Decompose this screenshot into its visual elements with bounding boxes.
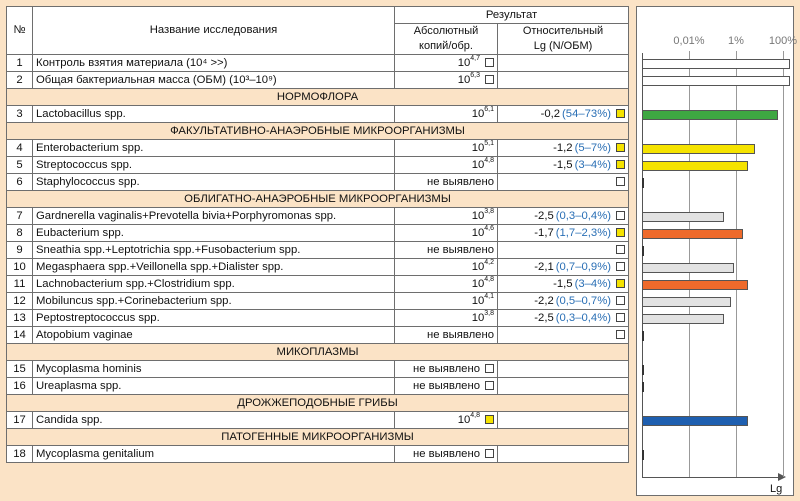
abs-base: 10 (457, 73, 471, 86)
chart-bar (642, 144, 755, 154)
absolute-value (395, 276, 498, 293)
status-checkbox (616, 143, 625, 152)
chart-tick-label: 0,01% (673, 35, 705, 47)
status-checkbox (616, 211, 625, 220)
table-row (7, 174, 629, 191)
table-row (7, 242, 629, 259)
table-row (7, 140, 629, 157)
status-checkbox (616, 245, 625, 254)
relative-lg: -2,5 (534, 311, 554, 324)
not-detected-text: не выявлено (426, 243, 494, 256)
abs-base: 10 (471, 226, 485, 239)
absolute-value (395, 242, 498, 259)
row-number: 16 (7, 378, 33, 395)
relative-range: (0,3–0,4%) (555, 209, 612, 222)
abs-base: 10 (471, 141, 485, 154)
relative-value (498, 378, 629, 395)
row-number: 9 (7, 242, 33, 259)
relative-value (498, 140, 629, 157)
relative-value (498, 327, 629, 344)
chart-tick-label: 100% (768, 35, 798, 47)
chart-bar (642, 263, 734, 273)
header-number: № (7, 7, 33, 55)
relative-value (498, 242, 629, 259)
row-number: 11 (7, 276, 33, 293)
absolute-value (395, 361, 498, 378)
test-name: Gardnerella vaginalis+Prevotella bivia+Porphyromonas spp. (33, 208, 395, 225)
results-table (6, 6, 629, 463)
relative-value (498, 293, 629, 310)
section-row (7, 395, 629, 412)
header-test-name: Название исследования (33, 7, 395, 55)
abs-base: 10 (471, 107, 485, 120)
section-title: ФАКУЛЬТАТИВНО-АНАЭРОБНЫЕ МИКРООРГАНИЗМЫ (7, 123, 629, 140)
abs-exponent: 4,1 (484, 292, 494, 300)
table-row (7, 259, 629, 276)
header-relative (498, 24, 629, 55)
absolute-value (395, 174, 498, 191)
header-absolute-line2: копий/обр. (419, 40, 473, 52)
test-name: Peptostreptococcus spp. (33, 310, 395, 327)
row-number: 1 (7, 55, 33, 72)
test-name: Контроль взятия материала (10⁴ >>) (33, 55, 395, 72)
absolute-value (395, 327, 498, 344)
table-row (7, 72, 629, 89)
row-number: 8 (7, 225, 33, 242)
row-number: 18 (7, 446, 33, 463)
abs-exponent: 4,7 (470, 54, 480, 62)
abs-base: 10 (471, 277, 485, 290)
abs-exponent: 6,1 (484, 105, 494, 113)
table-row (7, 412, 629, 429)
chart-bar (642, 314, 724, 324)
abs-base: 10 (471, 158, 485, 171)
chart-bar (642, 416, 748, 426)
test-name: Lachnobacterium spp.+Clostridium spp. (33, 276, 395, 293)
absolute-value (395, 310, 498, 327)
absolute-value (395, 293, 498, 310)
not-detected-text: не выявлено (412, 362, 480, 375)
relative-range: (3–4%) (574, 158, 612, 171)
section-row (7, 429, 629, 446)
abs-base: 10 (457, 413, 471, 426)
absolute-value (395, 446, 498, 463)
chart-bar (642, 59, 790, 69)
test-name: Mycoplasma genitalium (33, 446, 395, 463)
abs-base: 10 (471, 311, 485, 324)
test-name: Общая бактериальная масса (ОБМ) (10³–10⁹) (33, 72, 395, 89)
test-name: Atopobium vaginae (33, 327, 395, 344)
status-checkbox (485, 58, 494, 67)
relative-range: (1,7–2,3%) (555, 226, 612, 239)
abs-exponent: 3,8 (484, 207, 494, 215)
status-checkbox (616, 313, 625, 322)
relative-range: (5–7%) (574, 141, 612, 154)
chart-bar (642, 229, 743, 239)
row-number: 10 (7, 259, 33, 276)
status-checkbox (616, 330, 625, 339)
chart-x-label: Lg (770, 483, 783, 495)
absolute-value (395, 55, 498, 72)
relative-lg: -1,2 (553, 141, 573, 154)
relative-range: (0,7–0,9%) (555, 260, 612, 273)
relative-range: (54–73%) (562, 107, 612, 120)
table-row (7, 446, 629, 463)
test-name: Mobiluncus spp.+Corinebacterium spp. (33, 293, 395, 310)
table-row (7, 361, 629, 378)
section-title: ДРОЖЖЕПОДОБНЫЕ ГРИБЫ (7, 395, 629, 412)
chart-bar (642, 331, 644, 341)
chart-bar (642, 178, 644, 188)
absolute-value (395, 208, 498, 225)
table-row (7, 106, 629, 123)
table-row (7, 208, 629, 225)
chart-gridline (783, 51, 784, 477)
relative-value (498, 72, 629, 89)
relative-lg: -1,7 (534, 226, 554, 239)
abs-base: 10 (471, 260, 485, 273)
chart-bar (642, 382, 644, 392)
relative-lg: -1,5 (553, 158, 573, 171)
row-number: 2 (7, 72, 33, 89)
status-checkbox (616, 109, 625, 118)
relative-lg: -2,2 (534, 294, 554, 307)
abs-base: 10 (471, 209, 485, 222)
status-checkbox (485, 381, 494, 390)
absolute-value (395, 225, 498, 242)
chart-tick-label: 1% (728, 35, 744, 47)
absolute-value (395, 140, 498, 157)
status-checkbox (485, 364, 494, 373)
relative-value (498, 106, 629, 123)
test-name: Sneathia spp.+Leptotrichia spp.+Fusobacterium spp. (33, 242, 395, 259)
header-relative-line1: Относительный (522, 25, 604, 37)
relative-value (498, 446, 629, 463)
row-number: 15 (7, 361, 33, 378)
not-detected-text: не выявлено (426, 175, 494, 188)
test-name: Enterobacterium spp. (33, 140, 395, 157)
test-name: Lactobacillus spp. (33, 106, 395, 123)
relative-bar-chart (636, 6, 798, 496)
abs-exponent: 4,2 (484, 258, 494, 266)
chart-bar (642, 161, 748, 171)
test-name: Ureaplasma spp. (33, 378, 395, 395)
abs-exponent: 4,6 (484, 224, 494, 232)
row-number: 13 (7, 310, 33, 327)
table-row (7, 378, 629, 395)
absolute-value (395, 412, 498, 429)
row-number: 3 (7, 106, 33, 123)
status-checkbox (616, 296, 625, 305)
relative-value (498, 157, 629, 174)
section-row (7, 123, 629, 140)
section-title: МИКОПЛАЗМЫ (7, 344, 629, 361)
relative-lg: -2,1 (534, 260, 554, 273)
not-detected-text: не выявлено (412, 379, 480, 392)
table-row (7, 276, 629, 293)
relative-range: (3–4%) (574, 277, 612, 290)
status-checkbox (485, 75, 494, 84)
chart-bar (642, 450, 644, 460)
test-name: Staphylococcus spp. (33, 174, 395, 191)
chart-bar (642, 110, 778, 120)
row-number: 6 (7, 174, 33, 191)
abs-base: 10 (457, 56, 471, 69)
not-detected-text: не выявлено (412, 447, 480, 460)
row-number: 17 (7, 412, 33, 429)
chart-bar (642, 280, 748, 290)
absolute-value (395, 157, 498, 174)
table-row (7, 327, 629, 344)
status-checkbox (616, 228, 625, 237)
header-absolute (395, 24, 498, 55)
section-row (7, 89, 629, 106)
relative-value (498, 225, 629, 242)
status-checkbox (616, 160, 625, 169)
absolute-value (395, 72, 498, 89)
table-row (7, 157, 629, 174)
row-number: 14 (7, 327, 33, 344)
chart-x-axis (642, 477, 782, 478)
section-row (7, 344, 629, 361)
table-row (7, 293, 629, 310)
relative-lg: -1,5 (553, 277, 573, 290)
test-name: Eubacterium spp. (33, 225, 395, 242)
absolute-value (395, 259, 498, 276)
chart-bar (642, 297, 731, 307)
abs-exponent: 4,8 (470, 411, 480, 419)
status-checkbox (485, 415, 494, 424)
relative-value (498, 55, 629, 72)
relative-value (498, 208, 629, 225)
relative-range: (0,3–0,4%) (555, 311, 612, 324)
relative-lg: -2,5 (534, 209, 554, 222)
status-checkbox (616, 262, 625, 271)
relative-value (498, 310, 629, 327)
absolute-value (395, 106, 498, 123)
chart-bar (642, 76, 790, 86)
section-title: НОРМОФЛОРА (7, 89, 629, 106)
not-detected-text: не выявлено (426, 328, 494, 341)
test-name: Megasphaera spp.+Veillonella spp.+Dialister spp. (33, 259, 395, 276)
abs-exponent: 5,1 (484, 139, 494, 147)
header-result: Результат (395, 7, 629, 24)
row-number: 5 (7, 157, 33, 174)
chart-bar (642, 246, 644, 256)
header-absolute-line1: Абсолютный (413, 25, 479, 37)
abs-base: 10 (471, 294, 485, 307)
results-body (7, 55, 629, 463)
abs-exponent: 3,8 (484, 309, 494, 317)
table-row (7, 310, 629, 327)
abs-exponent: 4,8 (484, 156, 494, 164)
section-row (7, 191, 629, 208)
status-checkbox (485, 449, 494, 458)
relative-lg: -0,2 (540, 107, 561, 120)
relative-range: (0,5–0,7%) (555, 294, 612, 307)
row-number: 7 (7, 208, 33, 225)
table-row (7, 55, 629, 72)
chart-bar (642, 365, 644, 375)
chart-bar (642, 212, 724, 222)
relative-value (498, 259, 629, 276)
abs-exponent: 6,3 (470, 71, 480, 79)
test-name: Streptococcus spp. (33, 157, 395, 174)
x-axis-arrow-icon (778, 473, 786, 481)
status-checkbox (616, 177, 625, 186)
header-relative-line2: Lg (N/ОБМ) (533, 40, 593, 52)
test-name: Candida spp. (33, 412, 395, 429)
section-title: ПАТОГЕННЫЕ МИКРООРГАНИЗМЫ (7, 429, 629, 446)
abs-exponent: 4,8 (484, 275, 494, 283)
row-number: 12 (7, 293, 33, 310)
test-name: Mycoplasma hominis (33, 361, 395, 378)
relative-value (498, 412, 629, 429)
row-number: 4 (7, 140, 33, 157)
status-checkbox (616, 279, 625, 288)
absolute-value (395, 378, 498, 395)
relative-value (498, 361, 629, 378)
section-title: ОБЛИГАТНО-АНАЭРОБНЫЕ МИКРООРГАНИЗМЫ (7, 191, 629, 208)
table-row (7, 225, 629, 242)
relative-value (498, 174, 629, 191)
relative-value (498, 276, 629, 293)
